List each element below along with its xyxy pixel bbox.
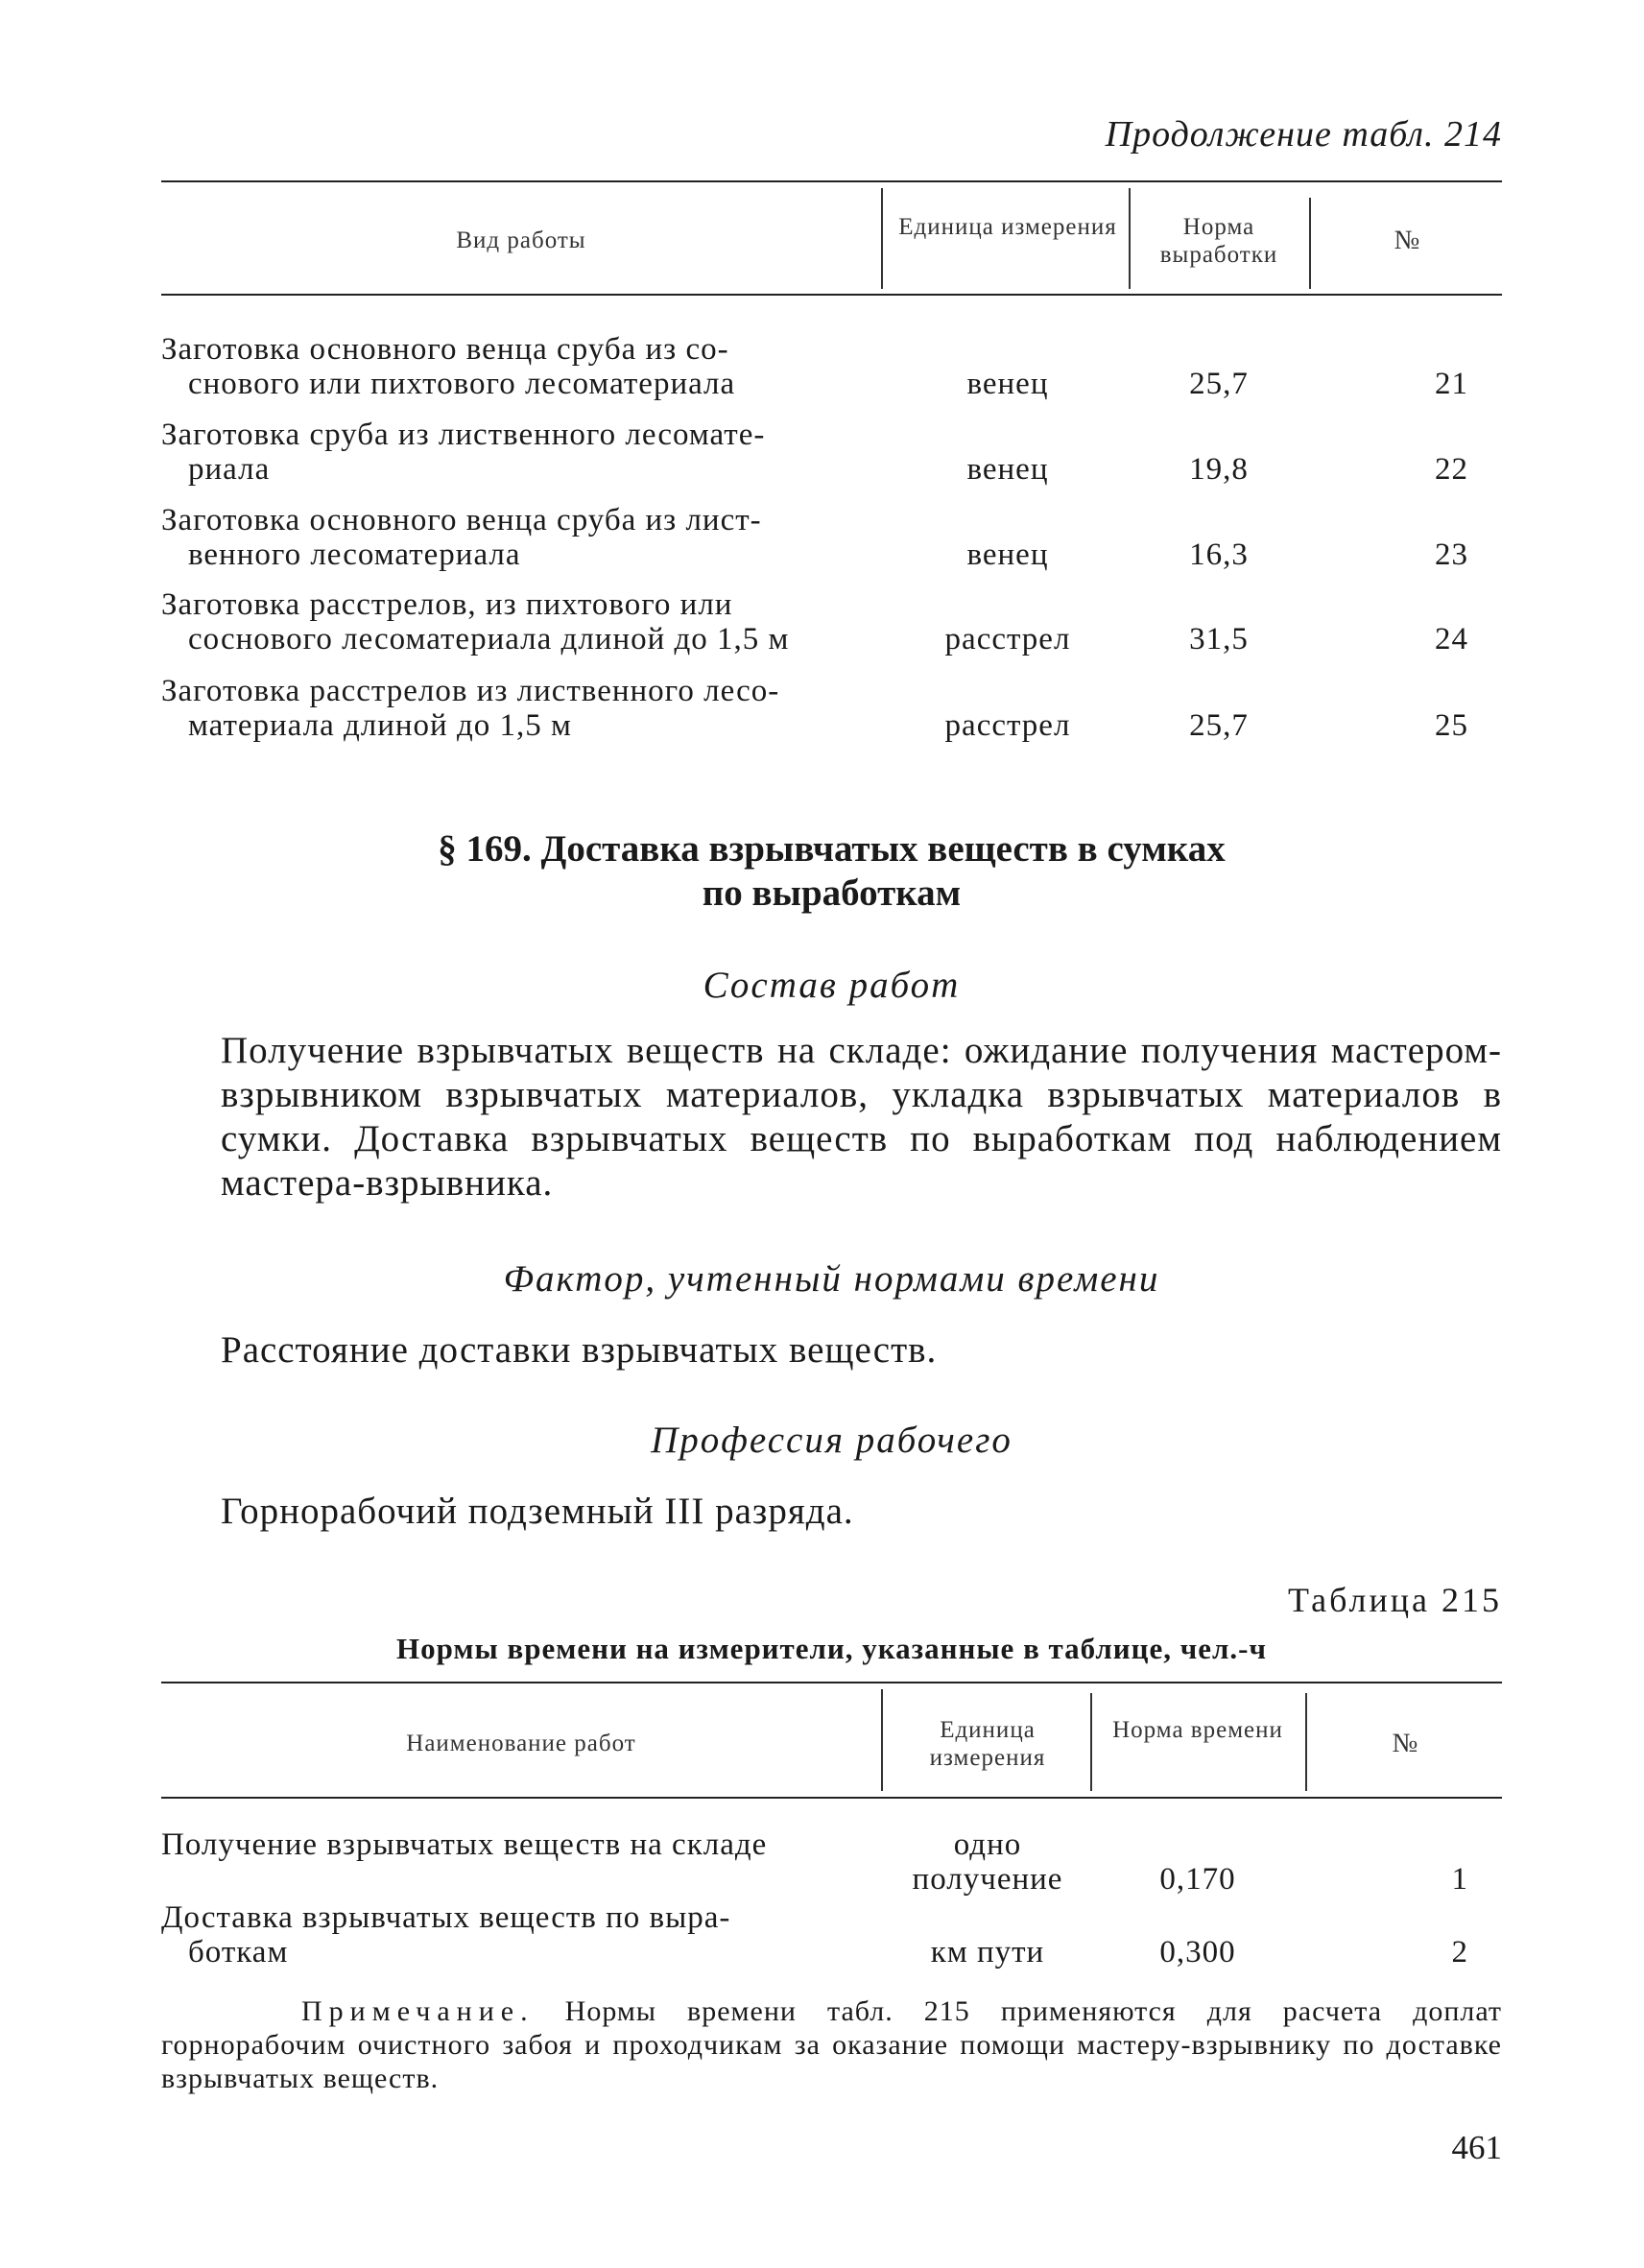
section-title: [161, 827, 1502, 916]
note-label: Примечание.: [301, 1995, 535, 2027]
table214-unit: венец: [966, 452, 1049, 487]
table215-work: [161, 1900, 879, 1970]
table214-unit: венец: [966, 367, 1049, 401]
table215-label: Таблица 215: [1288, 1581, 1502, 1619]
work-line: Заготовка расстрелов из лиственного лесо-: [161, 674, 780, 708]
section-title-line: § 169. Доставка взрывчатых веществ в сумках: [438, 828, 1226, 870]
profession-text: Горнорабочий подземный III разряда.: [221, 1491, 854, 1532]
table214-work: [161, 674, 879, 743]
work-line: материала длиной до 1,5 м: [188, 708, 572, 743]
table214-no: 25: [1435, 708, 1468, 743]
table214-no: 24: [1435, 622, 1468, 657]
unit-line: одно: [953, 1827, 1022, 1862]
note-text: Нормы времени табл. 215 применяются для расчета доплат горнорабочим очистного забоя и проходчикам за оказание помощи мастеру-взрывнику по доставке взрывчатых веществ.: [161, 1995, 1503, 2094]
table214-norm: 16,3: [1189, 537, 1249, 572]
table215-unit: км пути: [930, 1935, 1045, 1970]
table214-unit: венец: [966, 537, 1049, 572]
section-title-line: по выработкам: [702, 872, 962, 914]
table214-header-work: Вид работы: [456, 227, 586, 253]
table215-top-rule: [161, 1682, 1502, 1683]
table215-work: Получение взрывчатых веществ на складе: [161, 1827, 768, 1862]
work-line: Заготовка расстрелов, из пихтового или: [161, 587, 733, 622]
work-line: Доставка взрывчатых веществ по выра-: [161, 1900, 731, 1935]
table214-header-norm: Норма выработки: [1159, 214, 1278, 268]
work-line: Заготовка основного венца сруба из со-: [161, 332, 729, 367]
work-line: соснового лесоматериала длиной до 1,5 м: [188, 622, 790, 657]
table215-note: [161, 1994, 1502, 2095]
table215-header-no: №: [1392, 1729, 1419, 1758]
table214-norm: 25,7: [1189, 708, 1249, 743]
table214-col-divider: [1129, 188, 1131, 289]
table214-unit: расстрел: [944, 708, 1071, 743]
table215-norm: 0,300: [1159, 1935, 1236, 1970]
table214-norm: 19,8: [1189, 452, 1249, 487]
table215-col-divider: [1090, 1693, 1092, 1791]
composition-text: Получение взрывчатых веществ на складе: ожидание получения мастером-взрывником взрывчатых материалов, укладка взрывчатых материалов в сумки. Доставка взрывчатых веществ по выработкам под наблюдением мастера-взрывника.: [221, 1030, 1502, 1204]
table214-header-no: №: [1394, 226, 1421, 255]
unit-line: получение: [912, 1862, 1063, 1897]
table215-header-rule: [161, 1797, 1502, 1799]
work-line: Заготовка основного венца сруба из лист-: [161, 503, 762, 537]
table215-title: Нормы времени на измерители, указанные в таблице, чел.-ч: [396, 1632, 1267, 1665]
table214-top-rule: [161, 180, 1502, 182]
factor-heading: Фактор, учтенный нормами времени: [503, 1258, 1160, 1300]
table215-no: 2: [1451, 1935, 1468, 1970]
work-line: Заготовка сруба из лиственного лесомате-: [161, 418, 766, 452]
table215-header-norm: Норма времени: [1112, 1717, 1283, 1743]
work-line: боткам: [188, 1935, 289, 1970]
work-line: снового или пихтового лесоматериала: [188, 367, 736, 401]
table215-norm: 0,170: [1159, 1862, 1236, 1897]
table214-no: 21: [1435, 367, 1468, 401]
table214-unit: расстрел: [944, 622, 1071, 657]
table214-work: [161, 418, 879, 487]
table214-no: 23: [1435, 537, 1468, 572]
table215-unit: [887, 1827, 1088, 1897]
table-continuation-label: Продолжение табл. 214: [1105, 114, 1502, 155]
table215-col-divider: [881, 1689, 883, 1791]
table215-header-work: Наименование работ: [406, 1731, 636, 1756]
table214-header-unit: Единица измерения: [898, 214, 1117, 240]
table214-norm: 31,5: [1189, 622, 1249, 657]
table214-work: [161, 332, 879, 401]
table215-header-unit: Единица измерения: [929, 1717, 1046, 1771]
work-line: риала: [188, 452, 271, 487]
composition-heading: Состав работ: [703, 965, 961, 1006]
profession-heading: Профессия рабочего: [651, 1420, 1013, 1461]
table214-work: [161, 587, 879, 657]
page-number: 461: [1451, 2129, 1502, 2166]
table214-no: 22: [1435, 452, 1468, 487]
table215-col-divider: [1305, 1693, 1307, 1791]
table214-work: [161, 503, 879, 572]
table214-col-divider: [881, 188, 883, 289]
table214-norm: 25,7: [1189, 367, 1249, 401]
work-line: венного лесоматериала: [188, 537, 521, 572]
table214-header-rule: [161, 294, 1502, 296]
table214-col-divider: [1309, 198, 1311, 289]
table215-no: 1: [1451, 1862, 1468, 1897]
factor-text: Расстояние доставки взрывчатых веществ.: [221, 1329, 938, 1371]
